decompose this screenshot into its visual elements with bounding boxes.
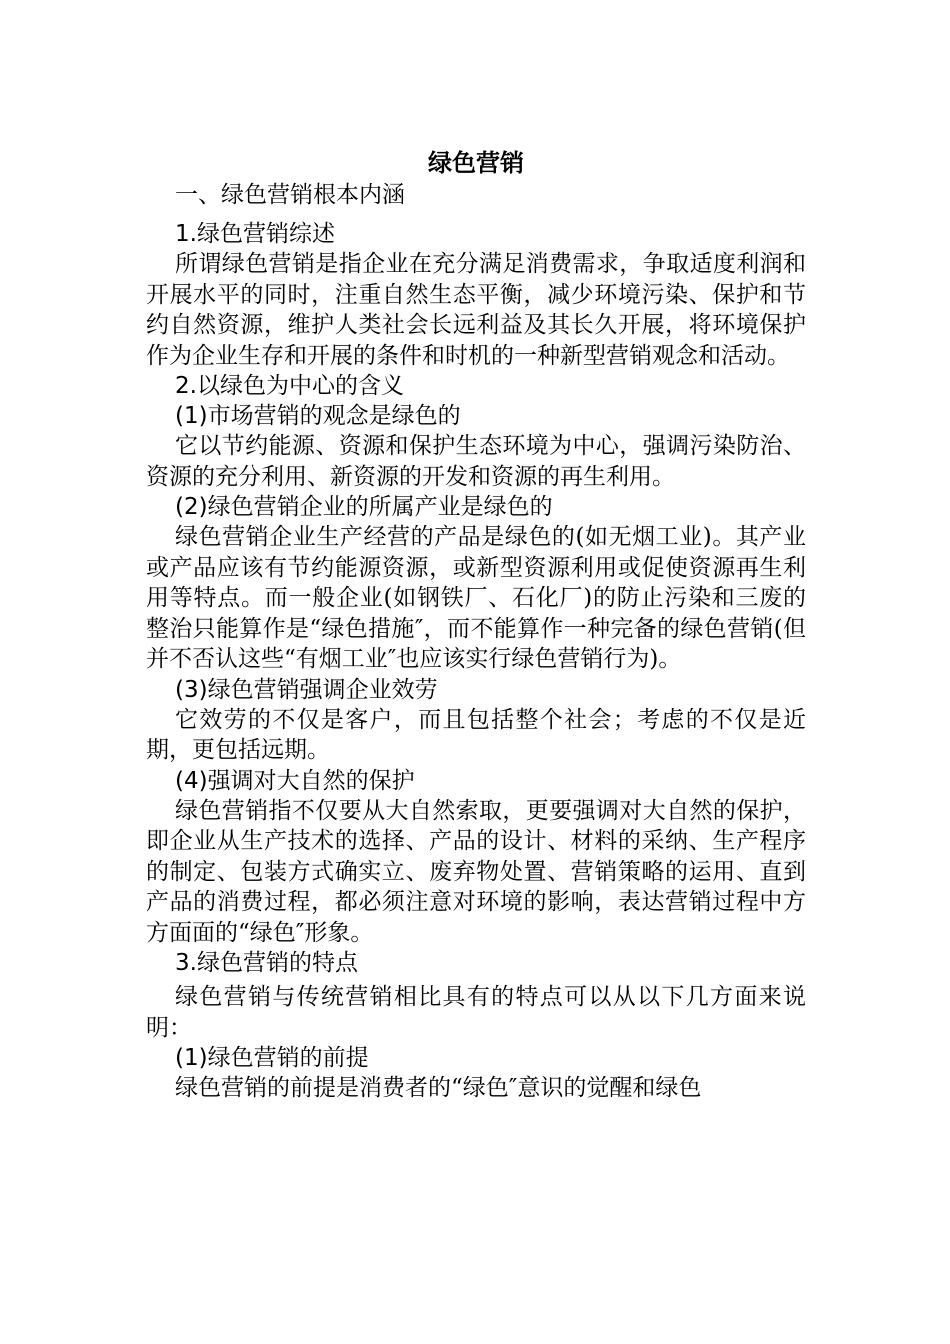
body-paragraph: 绿色营销与传统营销相比具有的特点可以从以下几方面来说明： — [146, 984, 806, 1041]
section-heading: (1)绿色营销的前提 — [175, 1045, 369, 1071]
body-paragraph: 绿色营销的前提是消费者的“绿色″意识的觉醒和绿色 — [175, 1075, 702, 1101]
document-title: 绿色营销 — [428, 149, 524, 177]
section-heading: (1)市场营销的观念是绿色的 — [175, 403, 461, 429]
section-heading: (4)强调对大自然的保护 — [175, 767, 415, 794]
section-heading: (2)绿色营销企业的所属产业是绿色的 — [175, 494, 553, 520]
document-page — [146, 148, 806, 1104]
body-paragraph: 绿色营销企业生产经营的产品是绿色的(如无烟工业)。其产业或产品应该有节约能源资源，或新型资源利用或促使资源再生利用等特点。而一般企业(如钢铁厂、石化厂)的防止污染和三废的整治只能算作是“绿色措施″，而不能算作一种完备的绿色营销(但并不否认这些“有烟工业″也应该实行绿色营销行为)。 — [146, 524, 806, 672]
section-heading: (3)绿色营销强调企业效劳 — [175, 676, 438, 703]
body-paragraph: 绿色营销指不仅要从大自然索取，更要强调对大自然的保护，即企业从生产技术的选择、产品的设计、材料的采纳、生产程序的制定、包装方式确实立、废弃物处置、营销策略的运用、直到产品的消费过程，都必须注意对环境的影响，表达营销过程中方方面面的“绿色″形象。 — [146, 797, 806, 946]
section-heading: 一、绿色营销根本内涵 — [175, 182, 405, 208]
section-heading: 1.绿色营销综述 — [175, 221, 335, 247]
body-paragraph: 它效劳的不仅是客户，而且包括整个社会；考虑的不仅是近期，更包括远期。 — [146, 706, 806, 763]
document-body — [146, 180, 806, 1104]
body-paragraph: 它以节约能源、资源和保护生态环境为中心，强调污染防治、资源的充分利用、新资源的开发和资源的再生利用。 — [146, 433, 806, 490]
body-paragraph: 所谓绿色营销是指企业在充分满足消费需求，争取适度利润和开展水平的同时，注重自然生态平衡，减少环境污染、保护和节约自然资源，维护人类社会长远利益及其长久开展，将环境保护作为企业生存和开展的条件和时机的一种新型营销观念和活动。 — [146, 251, 806, 369]
section-heading: 3.绿色营销的特点 — [175, 950, 358, 976]
section-heading: 2.以绿色为中心的含义 — [175, 373, 404, 399]
